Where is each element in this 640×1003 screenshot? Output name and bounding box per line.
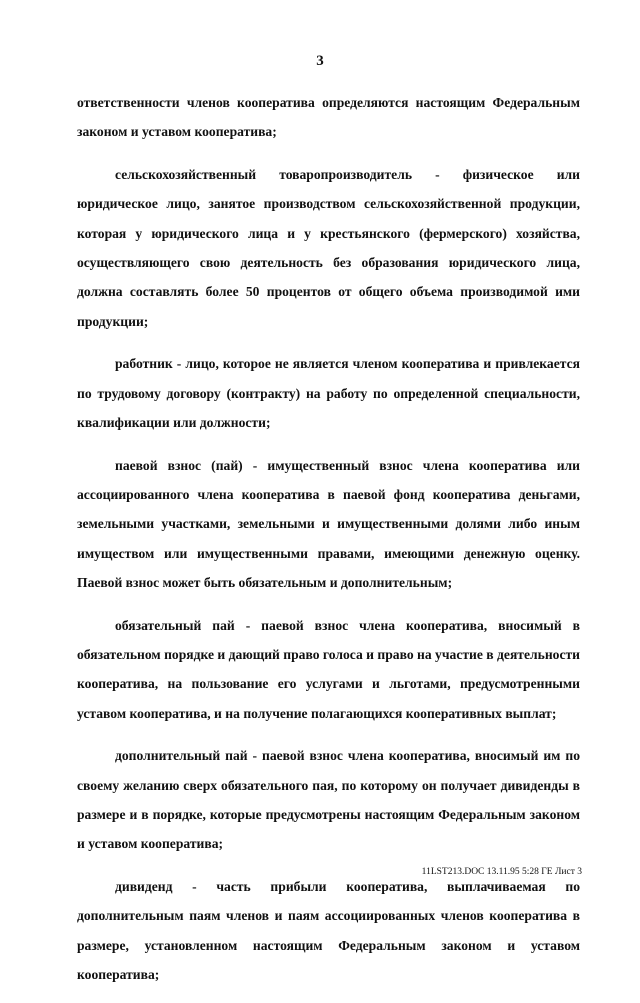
paragraph-agricultural-producer: сельскохозяйственный товаропроизводитель - физическое или юридическое лицо, занятое производством сельскохозяйственной продукции, которая у юридического лица и у крестьянского (фермерского) хозяйства, осуществляющего свою деятельность без образования юридического лица, должна составлять более 50 процентов от общего объема производимой ими продукции; [77, 167, 580, 329]
paragraph-additional-share: дополнительный пай - паевой взнос члена кооператива, вносимый им по своему желанию сверх обязательного пая, по которому он получает дивиденды в размере и в порядке, которые предусмотрены настоящим Федеральным законом и уставом кооператива; [77, 748, 580, 852]
paragraph-continuation: ответственности членов кооператива определяются настоящим Федеральным законом и уставом кооператива; [77, 95, 580, 140]
page-number: 3 [316, 53, 324, 69]
paragraph-worker: работник - лицо, которое не является членом кооператива и привлекается по трудовому договору (контракту) на работу по определенной специальности, квалификации или должности; [77, 356, 580, 430]
paragraph-dividend: дивиденд - часть прибыли кооператива, выплачиваемая по дополнительным паям членов и паям ассоциированных членов кооператива в размере, установленном настоящим Федеральным законом и уставом кооператива; [77, 879, 580, 983]
paragraph-share-contribution: паевой взнос (пай) - имущественный взнос члена кооператива или ассоциированного члена кооператива в паевой фонд кооператива деньгами, земельными участками, земельными и имущественными долями либо иным имуществом или имущественными правами, имеющими денежную оценку. Паевой взнос может быть обязательным и дополнительным; [77, 457, 580, 590]
document-body [77, 88, 580, 1003]
document-footer: 11LST213.DOC 13.11.95 5:28 ГЕ Лист 3 [421, 867, 582, 877]
paragraph-mandatory-share: обязательный пай - паевой взнос члена кооператива, вносимый в обязательном порядке и дающий право голоса и право на участие в деятельности кооператива, на пользование его услугами и льготами, предусмотренными уставом кооператива, и на получение полагающихся кооперативных выплат; [77, 617, 580, 721]
